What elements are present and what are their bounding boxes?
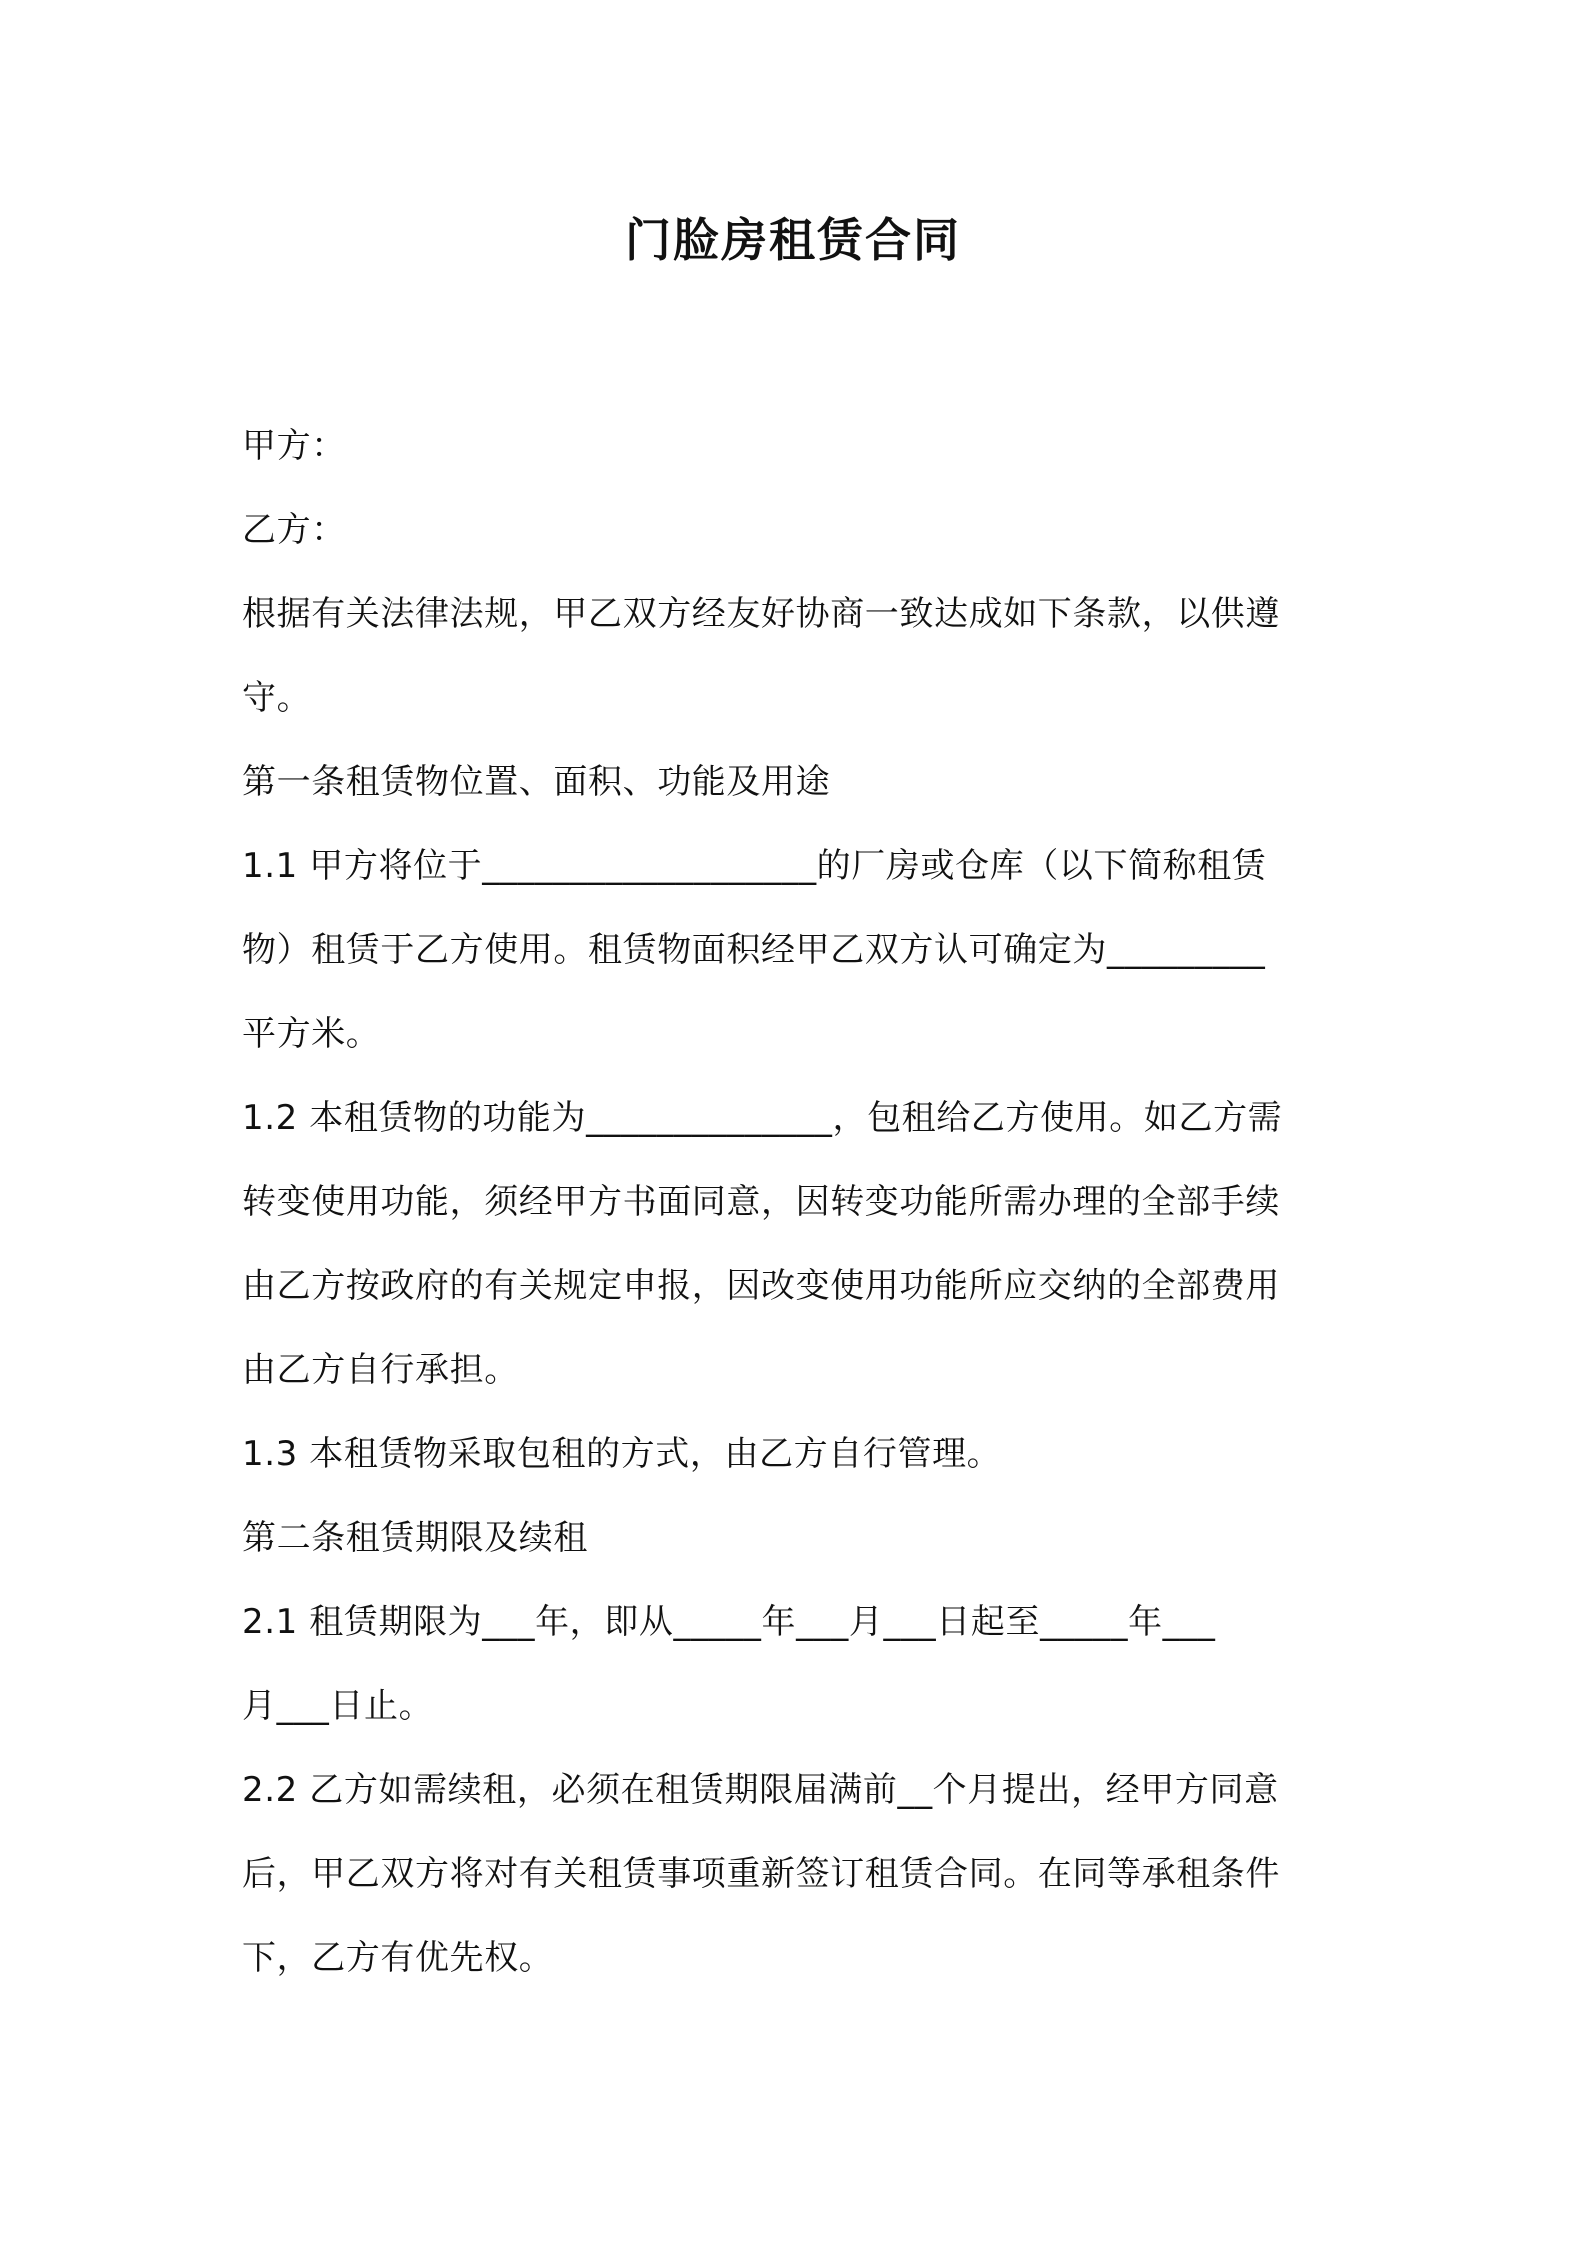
clause-1-2-line-3: 由乙方按政府的有关规定申报，因改变使用功能所应交纳的全部费用 bbox=[242, 1266, 1280, 1306]
clause-1-2-line-2: 转变使用功能，须经甲方书面同意，因转变功能所需办理的全部手续 bbox=[242, 1182, 1280, 1222]
party-b-line: 乙方： bbox=[242, 510, 346, 550]
clause-2-1-line-1: 2.1 租赁期限为___年，即从_____年___月___日起至_____年___ bbox=[242, 1602, 1216, 1642]
document-title: 门脸房租赁合同 bbox=[625, 213, 961, 267]
document-body bbox=[242, 404, 1362, 2000]
clause-2-2-line-1: 2.2 乙方如需续租，必须在租赁期限届满前__个月提出，经甲方同意 bbox=[242, 1770, 1279, 1810]
clause-1-3-line-1: 1.3 本租赁物采取包租的方式，由乙方自行管理。 bbox=[242, 1434, 1002, 1474]
clause-2-1-line-2: 月___日止。 bbox=[242, 1686, 434, 1726]
party-a-line: 甲方： bbox=[242, 426, 346, 466]
clause-1-2-line-4: 由乙方自行承担。 bbox=[242, 1350, 519, 1390]
clause-1-2-line-1: 1.2 本租赁物的功能为______________，包租给乙方使用。如乙方需 bbox=[242, 1098, 1283, 1138]
article-1-heading: 第一条租赁物位置、面积、功能及用途 bbox=[242, 762, 831, 802]
preamble-line-1: 根据有关法律法规，甲乙双方经友好协商一致达成如下条款，以供遵 bbox=[242, 594, 1280, 634]
article-2-heading: 第二条租赁期限及续租 bbox=[242, 1518, 588, 1558]
clause-1-1-line-1: 1.1 甲方将位于___________________的厂房或仓库（以下简称租赁 bbox=[242, 846, 1267, 886]
clause-2-2-line-2: 后，甲乙双方将对有关租赁事项重新签订租赁合同。在同等承租条件 bbox=[242, 1854, 1280, 1894]
clause-1-1-line-2: 物）租赁于乙方使用。租赁物面积经甲乙双方认可确定为_________ bbox=[242, 930, 1266, 970]
preamble-line-2: 守。 bbox=[242, 678, 312, 718]
clause-2-2-line-3: 下，乙方有优先权。 bbox=[242, 1938, 554, 1978]
clause-1-1-line-3: 平方米。 bbox=[242, 1014, 381, 1054]
